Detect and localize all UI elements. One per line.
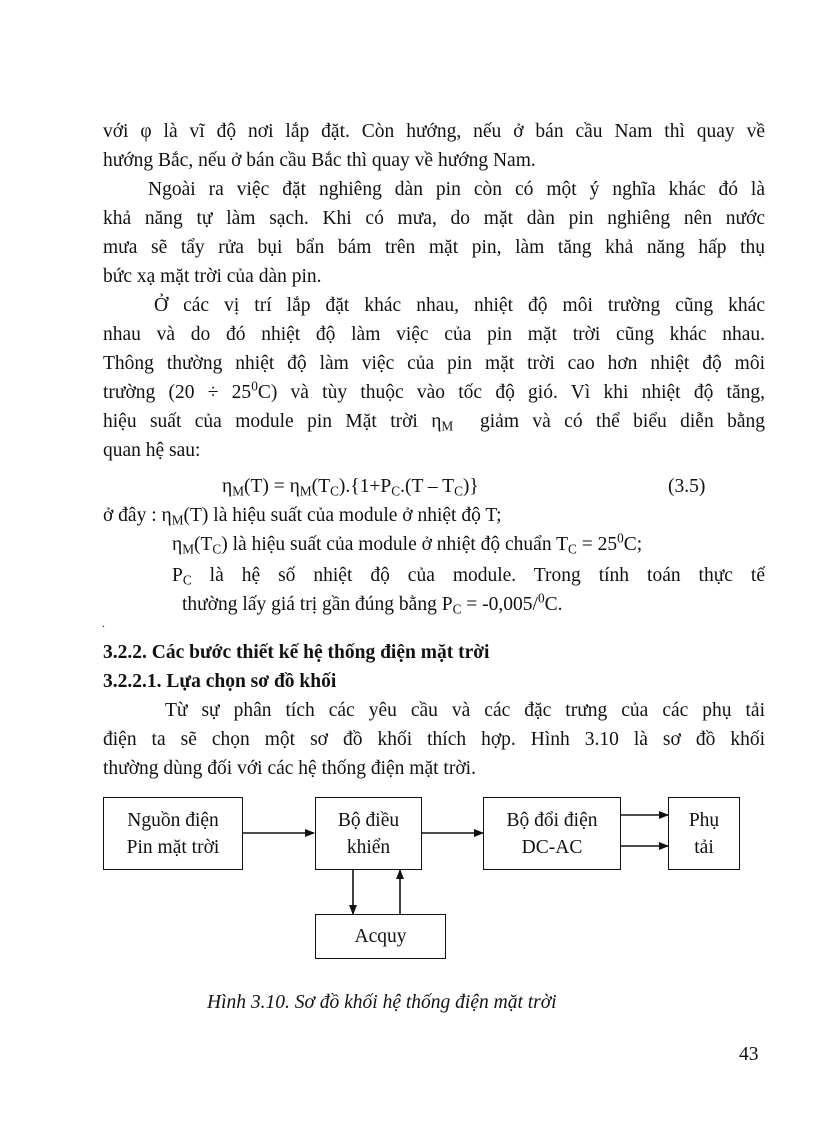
text-line: bức xạ mặt trời của dàn pin. (103, 266, 322, 287)
diagram-box-battery: Acquy (315, 914, 446, 959)
text-line: khả năng tự làm sạch. Khi có mưa, do mặt dàn pin nghiêng nên nước (103, 208, 765, 229)
equation-number: (3.5) (668, 476, 706, 497)
diagram-box-load: Phụ tải (668, 797, 740, 870)
text-line: hiệu suất của module pin Mặt trời $\eta_M$ giảm và có thể biểu diễn bằng (103, 411, 765, 434)
text-line: Thông thường nhiệt độ làm việc của pin mặt trời cao hơn nhiệt độ môi (103, 353, 765, 374)
definition-line-1: ở đây : $\eta_M(T)$ là hiệu suất của module ở nhiệt độ T; (103, 505, 502, 528)
section-heading: 3.2.2. Các bước thiết kế hệ thống điện mặt trời (103, 642, 490, 663)
diagram-box-inverter: Bộ đổi điện DC-AC (483, 797, 621, 870)
figure-caption: Hình 3.10. Sơ đồ khối hệ thống điện mặt trời (207, 992, 557, 1013)
text-line: với φ là vĩ độ nơi lắp đặt. Còn hướng, nếu ở bán cầu Nam thì quay về (103, 121, 765, 142)
definition-line-3: $P_C$ là hệ số nhiệt độ của module. Trong tính toán thực tế (172, 565, 765, 588)
text-line: điện ta sẽ chọn một sơ đồ khối thích hợp. Hình 3.10 là sơ đồ khối (103, 729, 765, 750)
text-line: thường dùng đối với các hệ thống điện mặt trời. (103, 758, 476, 779)
definition-line-4: thường lấy giá trị gần đúng bằng $P_C = -0,005/^0C$. (182, 590, 563, 617)
diagram-box-solar-source: Nguồn điện Pin mặt trời (103, 797, 243, 870)
diagram-box-controller: Bộ điều khiển (315, 797, 422, 870)
text-line: mưa sẽ tẩy rửa bụi bẩn bám trên mặt pin, làm tăng khả năng hấp thụ (103, 237, 765, 258)
text-line: hướng Bắc, nếu ở bán cầu Bắc thì quay về hướng Nam. (103, 150, 536, 171)
page-number: 43 (739, 1044, 759, 1065)
equation-3-5: $\eta_M(T) = \eta_M(T_C).\{1+P_C.(T - T_C)\}$ (222, 476, 479, 499)
definition-line-2: $\eta_M(T_C)$ là hiệu suất của module ở nhiệt độ chuẩn $T_C = 25^0C$; (172, 530, 643, 557)
text-line: Ở các vị trí lắp đặt khác nhau, nhiệt độ môi trường cũng khác (154, 295, 765, 316)
text-line: Từ sự phân tích các yêu cầu và các đặc trưng của các phụ tải (165, 700, 765, 721)
subsection-heading: 3.2.2.1. Lựa chọn sơ đồ khối (103, 671, 337, 692)
stray-mark: . (102, 616, 105, 630)
text-line: trường $(20 \div 25^0C)$ và tùy thuộc vào tốc độ gió. Vì khi nhiệt độ tăng, (103, 378, 765, 403)
text-line: nhau và do đó nhiệt độ làm việc của pin mặt trời cũng khác nhau. (103, 324, 765, 345)
text-line: quan hệ sau: (103, 440, 201, 461)
text-line: Ngoài ra việc đặt nghiêng dàn pin còn có một ý nghĩa khác đó là (148, 179, 765, 200)
